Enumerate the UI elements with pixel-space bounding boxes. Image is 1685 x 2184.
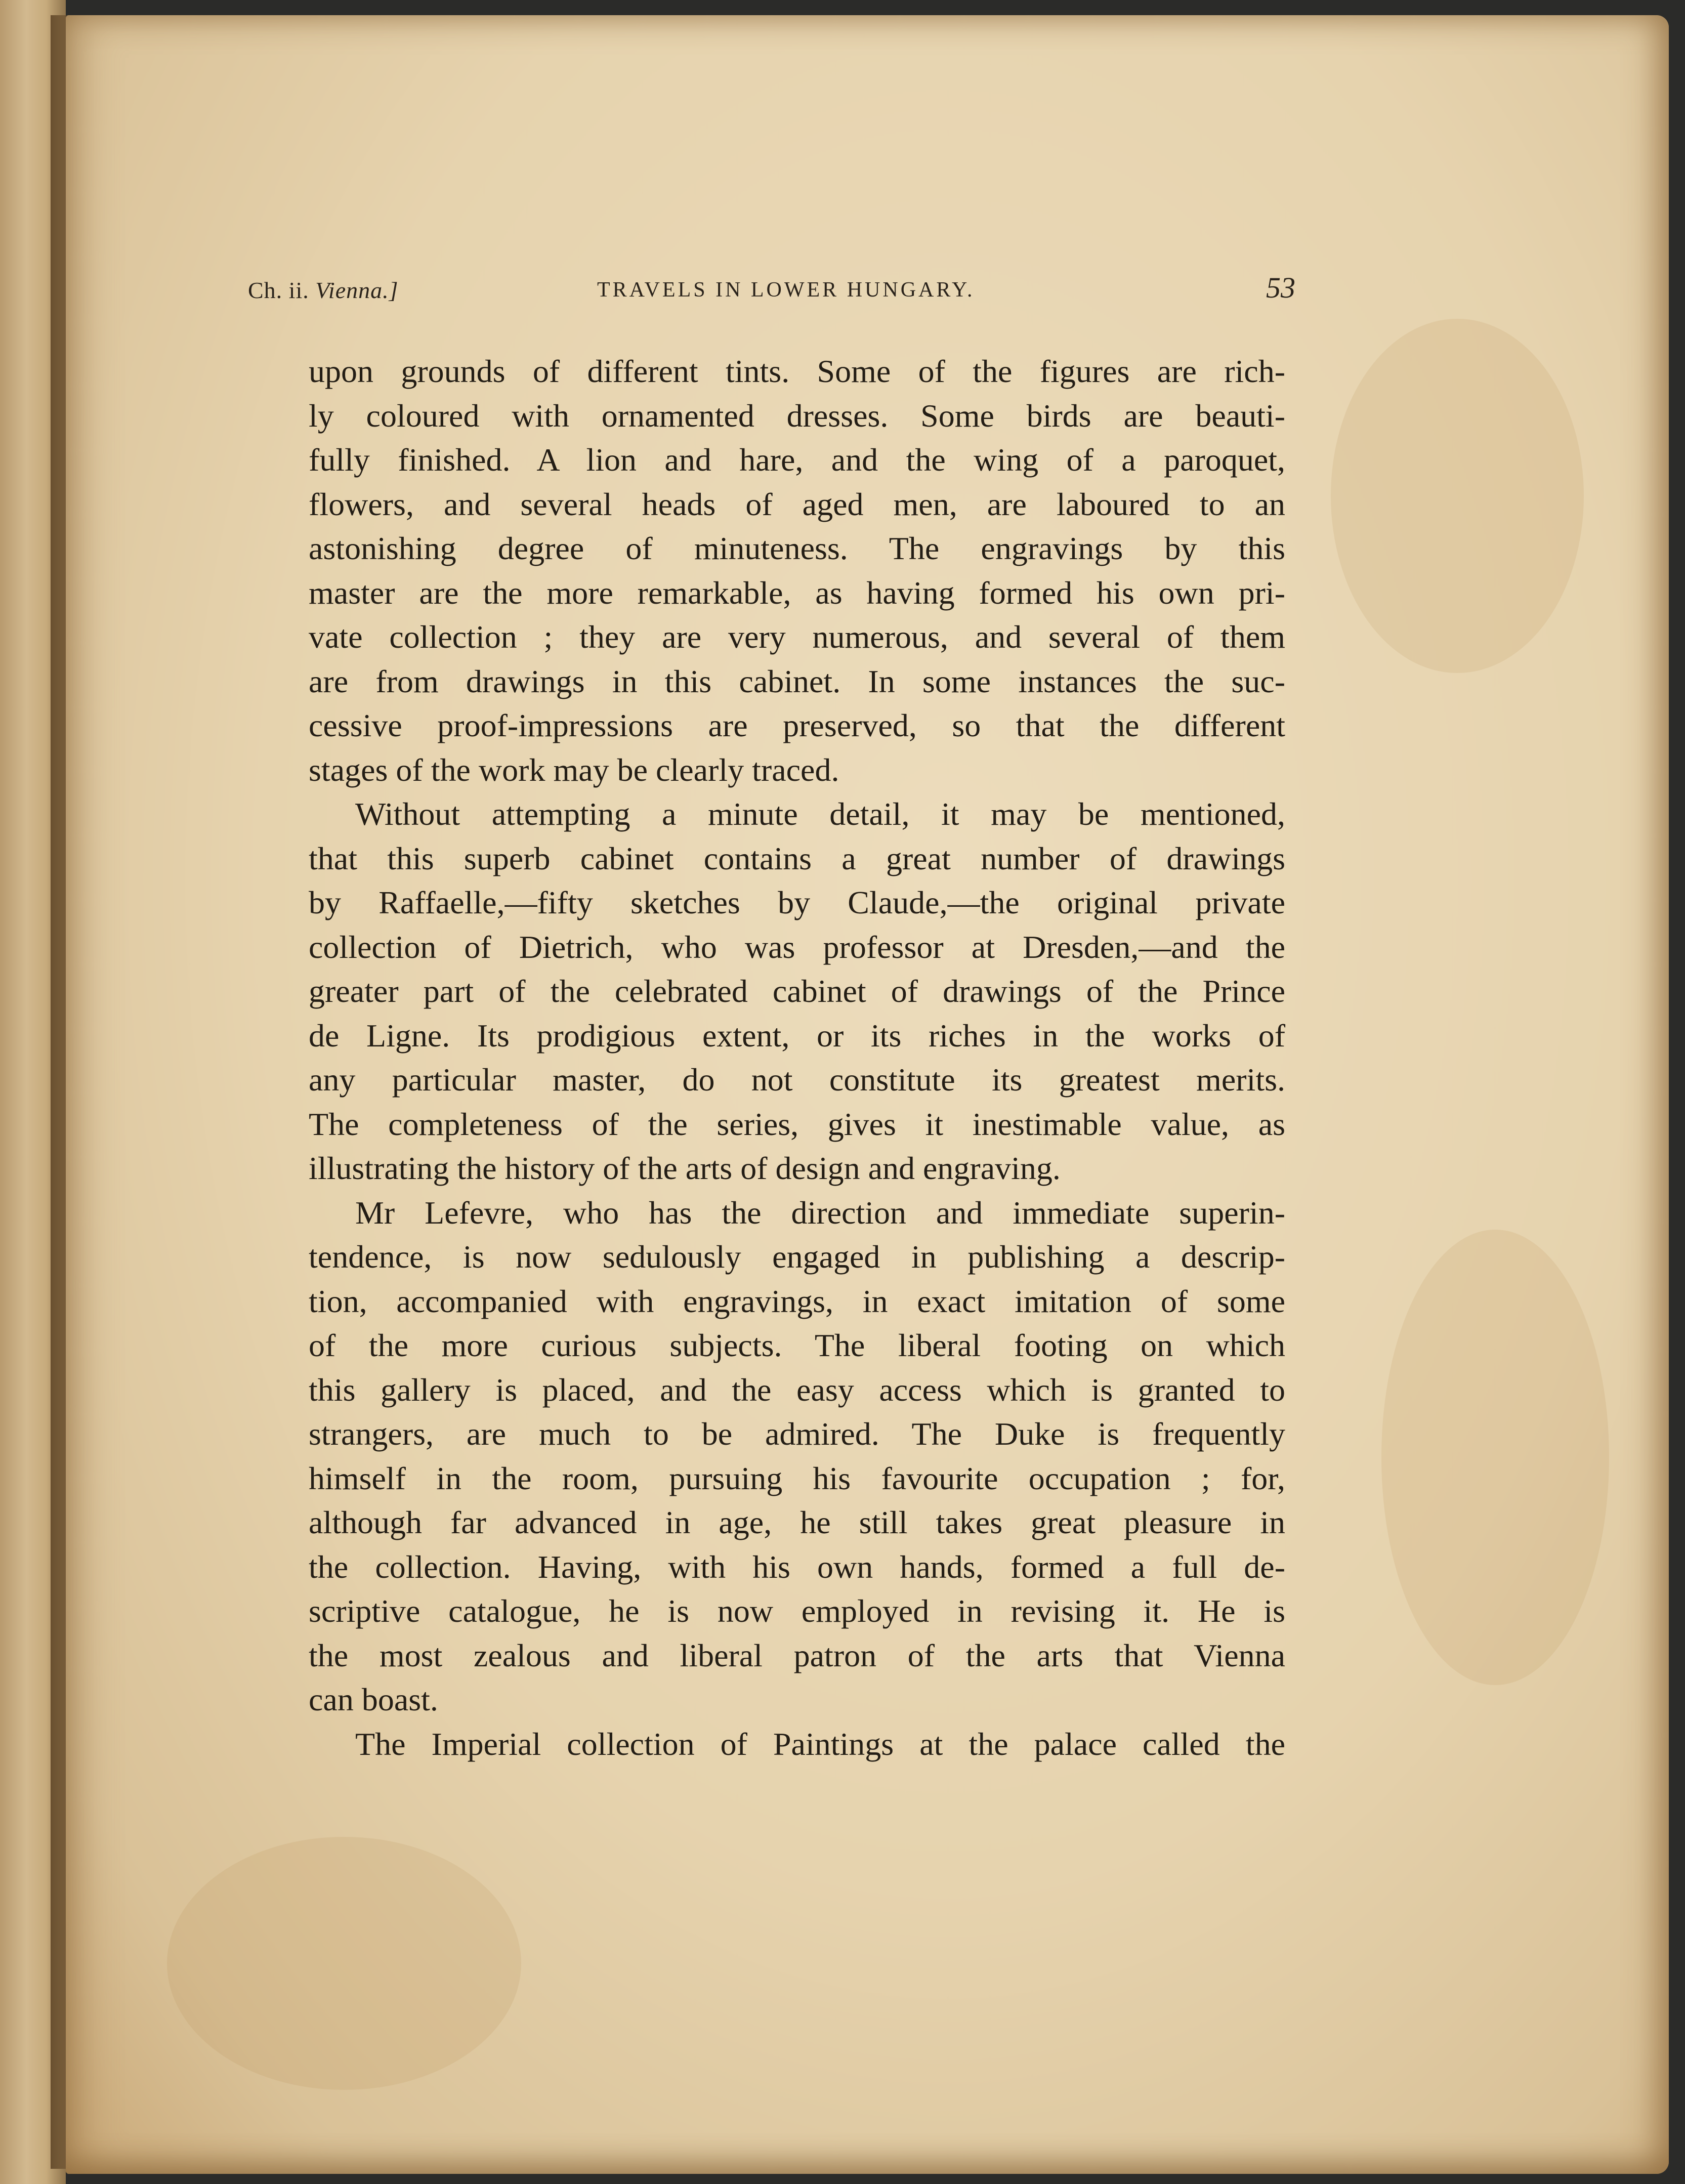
text-line: himself in the room, pursuing his favourite occupation ; for, (309, 1460, 1285, 1496)
text-line: the collection. Having, with his own hands, formed a full de- (309, 1548, 1285, 1585)
foxing-stain (167, 1837, 521, 2090)
text-line: tendence, is now sedulously engaged in publishing a descrip- (309, 1239, 1285, 1275)
text-line: cessive proof-impressions are preserved, so that the different (309, 707, 1285, 743)
text-line: master are the more remarkable, as having formed his own pri- (309, 574, 1285, 611)
text-line: Mr Lefevre, who has the direction and immediate superin- (355, 1194, 1285, 1231)
text-line: tion, accompanied with engravings, in exact imitation of some (309, 1283, 1285, 1319)
body-text (309, 349, 1285, 1766)
text-line: astonishing degree of minuteness. The engravings by this (309, 530, 1285, 566)
text-line: The Imperial collection of Paintings at the palace called the (355, 1726, 1285, 1762)
foxing-stain (1331, 319, 1584, 673)
text-line: upon grounds of different tints. Some of the figures are rich- (309, 353, 1285, 389)
text-line: The completeness of the series, gives it inestimable value, as (309, 1106, 1285, 1142)
text-line: illustrating the history of the arts of design and engraving. (309, 1150, 1061, 1186)
text-line: collection of Dietrich, who was professor at Dresden,—and the (309, 929, 1285, 965)
text-line: the most zealous and liberal patron of the arts that Vienna (309, 1637, 1285, 1673)
running-head (248, 271, 1295, 311)
text-line: by Raffaelle,—fifty sketches by Claude,—the original private (309, 885, 1285, 920)
text-line: fully finished. A lion and hare, and the wing of a paroquet, (309, 442, 1285, 478)
text-line: any particular master, do not constitute its greatest merits. (309, 1062, 1285, 1098)
place-label: Vienna.] (315, 277, 399, 303)
text-line: can boast. (309, 1682, 438, 1717)
text-line: strangers, are much to be admired. The Duke is frequently (309, 1416, 1285, 1452)
text-line: stages of the work may be clearly traced. (309, 751, 839, 788)
text-line: scriptive catalogue, he is now employed in revising it. He is (309, 1593, 1285, 1629)
text-line: ly coloured with ornamented dresses. Some birds are beauti- (309, 397, 1285, 434)
text-line: are from drawings in this cabinet. In some instances the suc- (309, 663, 1285, 699)
text-line: this gallery is placed, and the easy access which is granted to (309, 1371, 1285, 1408)
running-head-chapter (248, 277, 399, 304)
text-line: of the more curious subjects. The liberal footing on which (309, 1327, 1285, 1363)
page-number: 53 (1266, 271, 1295, 304)
text-line: that this superb cabinet contains a great number of drawings (309, 840, 1285, 876)
text-line: de Ligne. Its prodigious extent, or its riches in the works of (309, 1017, 1285, 1054)
text-line: although far advanced in age, he still takes great pleasure in (309, 1504, 1285, 1540)
foxing-stain (1381, 1230, 1609, 1685)
chapter-label: Ch. ii. (248, 277, 309, 303)
text-line: vate collection ; they are very numerous, and several of them (309, 619, 1285, 655)
text-line: flowers, and several heads of aged men, are laboured to an (309, 486, 1285, 522)
text-line: Without attempting a minute detail, it may be mentioned, (355, 796, 1285, 832)
running-head-title: TRAVELS IN LOWER HUNGARY. (597, 278, 975, 302)
text-line: greater part of the celebrated cabinet of drawings of the Prince (309, 973, 1285, 1009)
